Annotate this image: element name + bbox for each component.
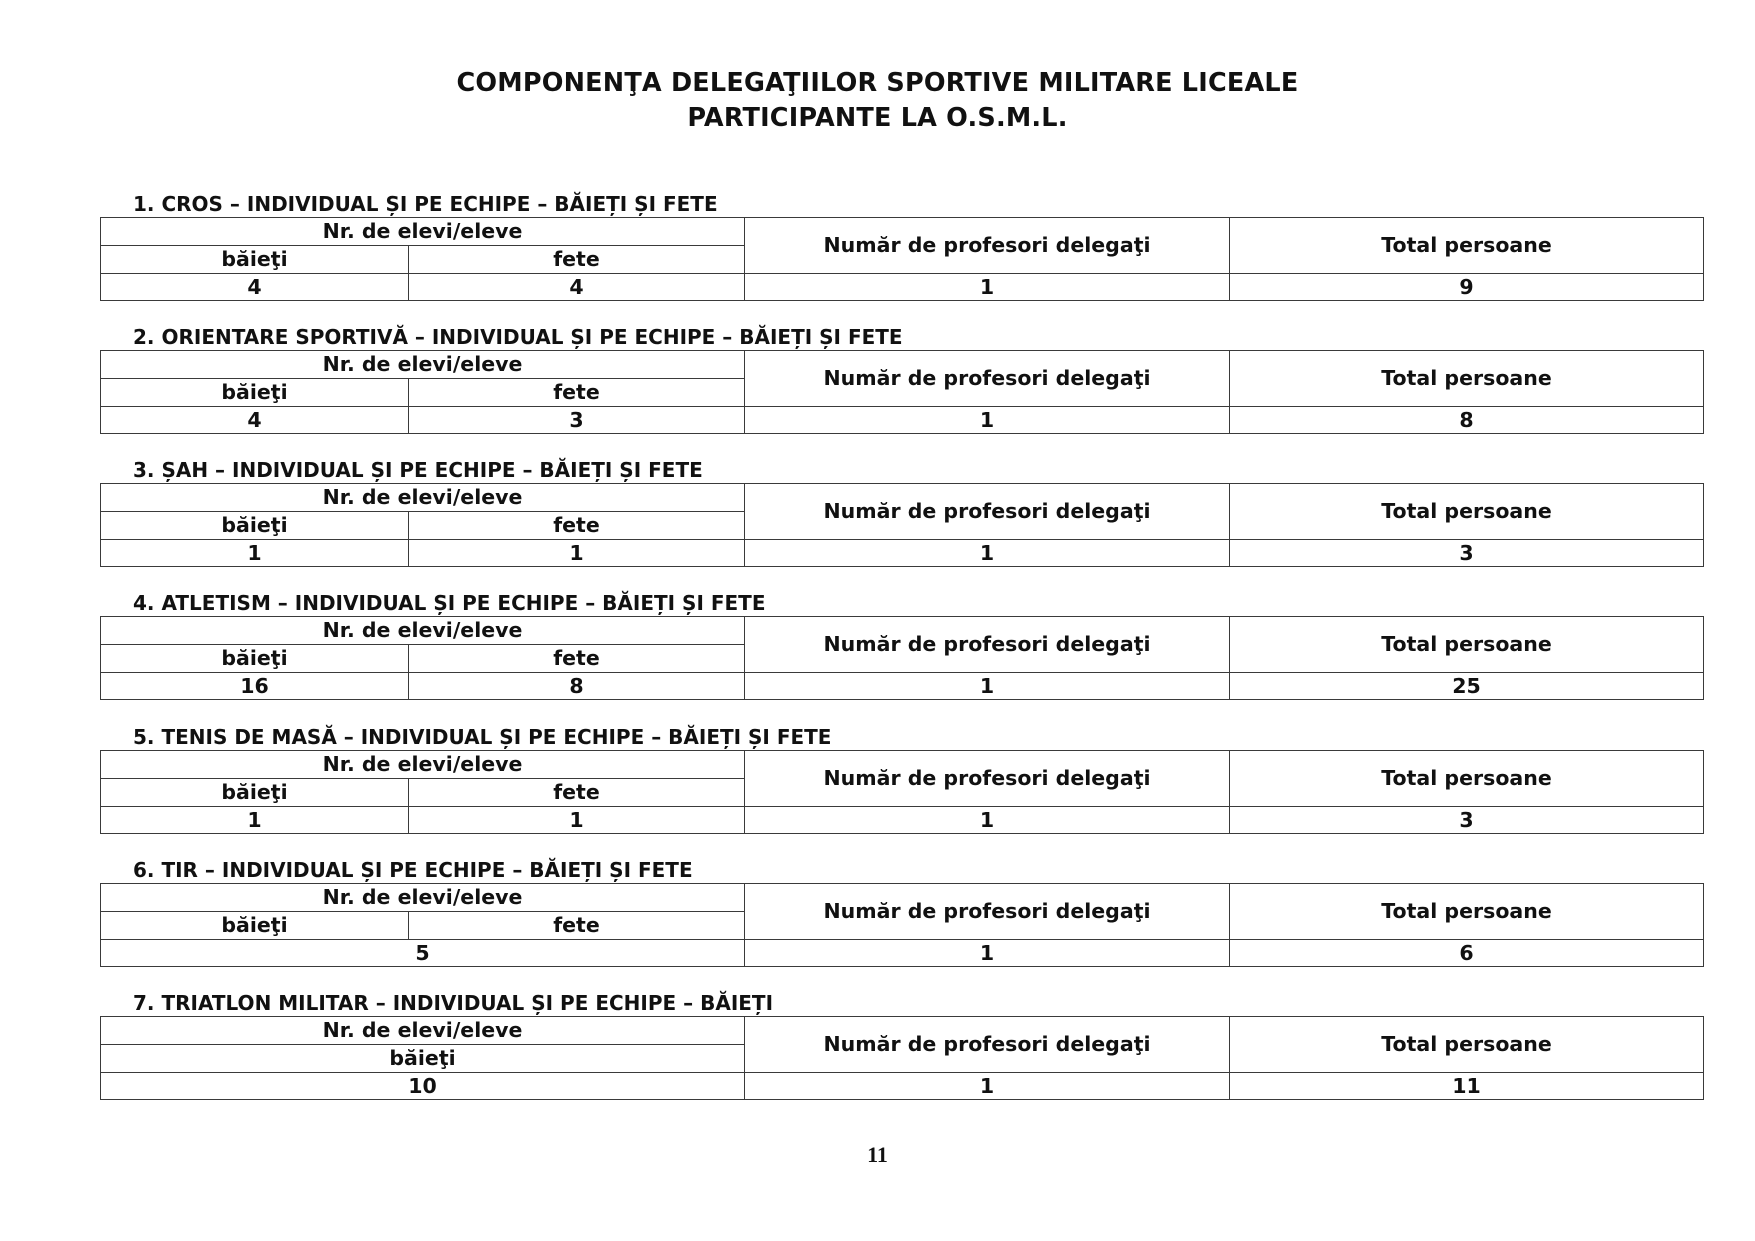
- cell-girls: 1: [409, 540, 745, 567]
- cell-teachers: 1: [745, 407, 1230, 434]
- delegation-table: [100, 1016, 1704, 1100]
- header-students: Nr. de elevi/eleve: [101, 617, 745, 645]
- cell-total: 6: [1230, 940, 1704, 967]
- header-students: Nr. de elevi/eleve: [101, 1017, 745, 1045]
- section-title: 5. TENIS DE MASĂ – INDIVIDUAL ȘI PE ECHIPE – BĂIEȚI ȘI FETE: [133, 725, 832, 749]
- header-total: Total persoane: [1230, 1017, 1704, 1073]
- cell-girls: 4: [409, 274, 745, 301]
- section-title: 7. TRIATLON MILITAR – INDIVIDUAL ȘI PE ECHIPE – BĂIEȚI: [133, 991, 774, 1015]
- header-boys: băieţi: [101, 246, 409, 274]
- header-teachers: Număr de profesori delegaţi: [745, 884, 1230, 940]
- header-students: Nr. de elevi/eleve: [101, 218, 745, 246]
- header-teachers: Număr de profesori delegaţi: [745, 617, 1230, 673]
- cell-total: 11: [1230, 1073, 1704, 1100]
- header-teachers: Număr de profesori delegaţi: [745, 751, 1230, 807]
- header-students: Nr. de elevi/eleve: [101, 751, 745, 779]
- cell-girls: 3: [409, 407, 745, 434]
- title-line-2: PARTICIPANTE LA O.S.M.L.: [687, 103, 1068, 133]
- header-total: Total persoane: [1230, 751, 1704, 807]
- cell-girls: 1: [409, 807, 745, 834]
- delegation-table: [100, 883, 1704, 967]
- cell-total: 9: [1230, 274, 1704, 301]
- header-total: Total persoane: [1230, 351, 1704, 407]
- delegation-table: [100, 350, 1704, 434]
- section-title: 1. CROS – INDIVIDUAL ȘI PE ECHIPE – BĂIEȚI ȘI FETE: [133, 192, 718, 216]
- cell-teachers: 1: [745, 1073, 1230, 1100]
- header-girls: fete: [409, 512, 745, 540]
- delegation-table: [100, 217, 1704, 301]
- cell-boys: 4: [101, 274, 409, 301]
- page-number: 11: [867, 1142, 888, 1167]
- section-title: 2. ORIENTARE SPORTIVĂ – INDIVIDUAL ȘI PE ECHIPE – BĂIEȚI ȘI FETE: [133, 325, 903, 349]
- cell-students-combined: 5: [101, 940, 745, 967]
- header-teachers: Număr de profesori delegaţi: [745, 1017, 1230, 1073]
- header-boys: băieţi: [101, 912, 409, 940]
- header-total: Total persoane: [1230, 617, 1704, 673]
- header-students: Nr. de elevi/eleve: [101, 884, 745, 912]
- section-title: 6. TIR – INDIVIDUAL ȘI PE ECHIPE – BĂIEȚI ȘI FETE: [133, 858, 693, 882]
- header-boys: băieţi: [101, 379, 409, 407]
- header-teachers: Număr de profesori delegaţi: [745, 218, 1230, 274]
- header-girls: fete: [409, 379, 745, 407]
- header-students: Nr. de elevi/eleve: [101, 351, 745, 379]
- cell-total: 3: [1230, 540, 1704, 567]
- cell-total: 3: [1230, 807, 1704, 834]
- cell-teachers: 1: [745, 540, 1230, 567]
- cell-boys: 4: [101, 407, 409, 434]
- title-line-1: COMPONENŢA DELEGAŢIILOR SPORTIVE MILITARE LICEALE: [456, 68, 1299, 98]
- header-teachers: Număr de profesori delegaţi: [745, 351, 1230, 407]
- cell-girls: 8: [409, 673, 745, 700]
- header-total: Total persoane: [1230, 218, 1704, 274]
- cell-boys: 10: [101, 1073, 745, 1100]
- header-boys: băieţi: [101, 512, 409, 540]
- header-students: Nr. de elevi/eleve: [101, 484, 745, 512]
- header-total: Total persoane: [1230, 884, 1704, 940]
- delegation-table: [100, 483, 1704, 567]
- header-girls: fete: [409, 645, 745, 673]
- cell-total: 8: [1230, 407, 1704, 434]
- cell-teachers: 1: [745, 673, 1230, 700]
- cell-boys: 16: [101, 673, 409, 700]
- header-boys: băieţi: [101, 779, 409, 807]
- cell-boys: 1: [101, 540, 409, 567]
- header-boys: băieţi: [101, 645, 409, 673]
- header-girls: fete: [409, 779, 745, 807]
- header-girls: fete: [409, 246, 745, 274]
- header-boys: băieţi: [101, 1045, 745, 1073]
- delegation-table: [100, 750, 1704, 834]
- delegation-table: [100, 616, 1704, 700]
- section-title: 3. ȘAH – INDIVIDUAL ȘI PE ECHIPE – BĂIEȚI ȘI FETE: [133, 458, 703, 482]
- header-teachers: Număr de profesori delegaţi: [745, 484, 1230, 540]
- document-title: [0, 66, 1755, 136]
- cell-teachers: 1: [745, 274, 1230, 301]
- section-title: 4. ATLETISM – INDIVIDUAL ȘI PE ECHIPE – BĂIEȚI ȘI FETE: [133, 591, 766, 615]
- cell-teachers: 1: [745, 807, 1230, 834]
- header-total: Total persoane: [1230, 484, 1704, 540]
- cell-boys: 1: [101, 807, 409, 834]
- header-girls: fete: [409, 912, 745, 940]
- cell-teachers: 1: [745, 940, 1230, 967]
- cell-total: 25: [1230, 673, 1704, 700]
